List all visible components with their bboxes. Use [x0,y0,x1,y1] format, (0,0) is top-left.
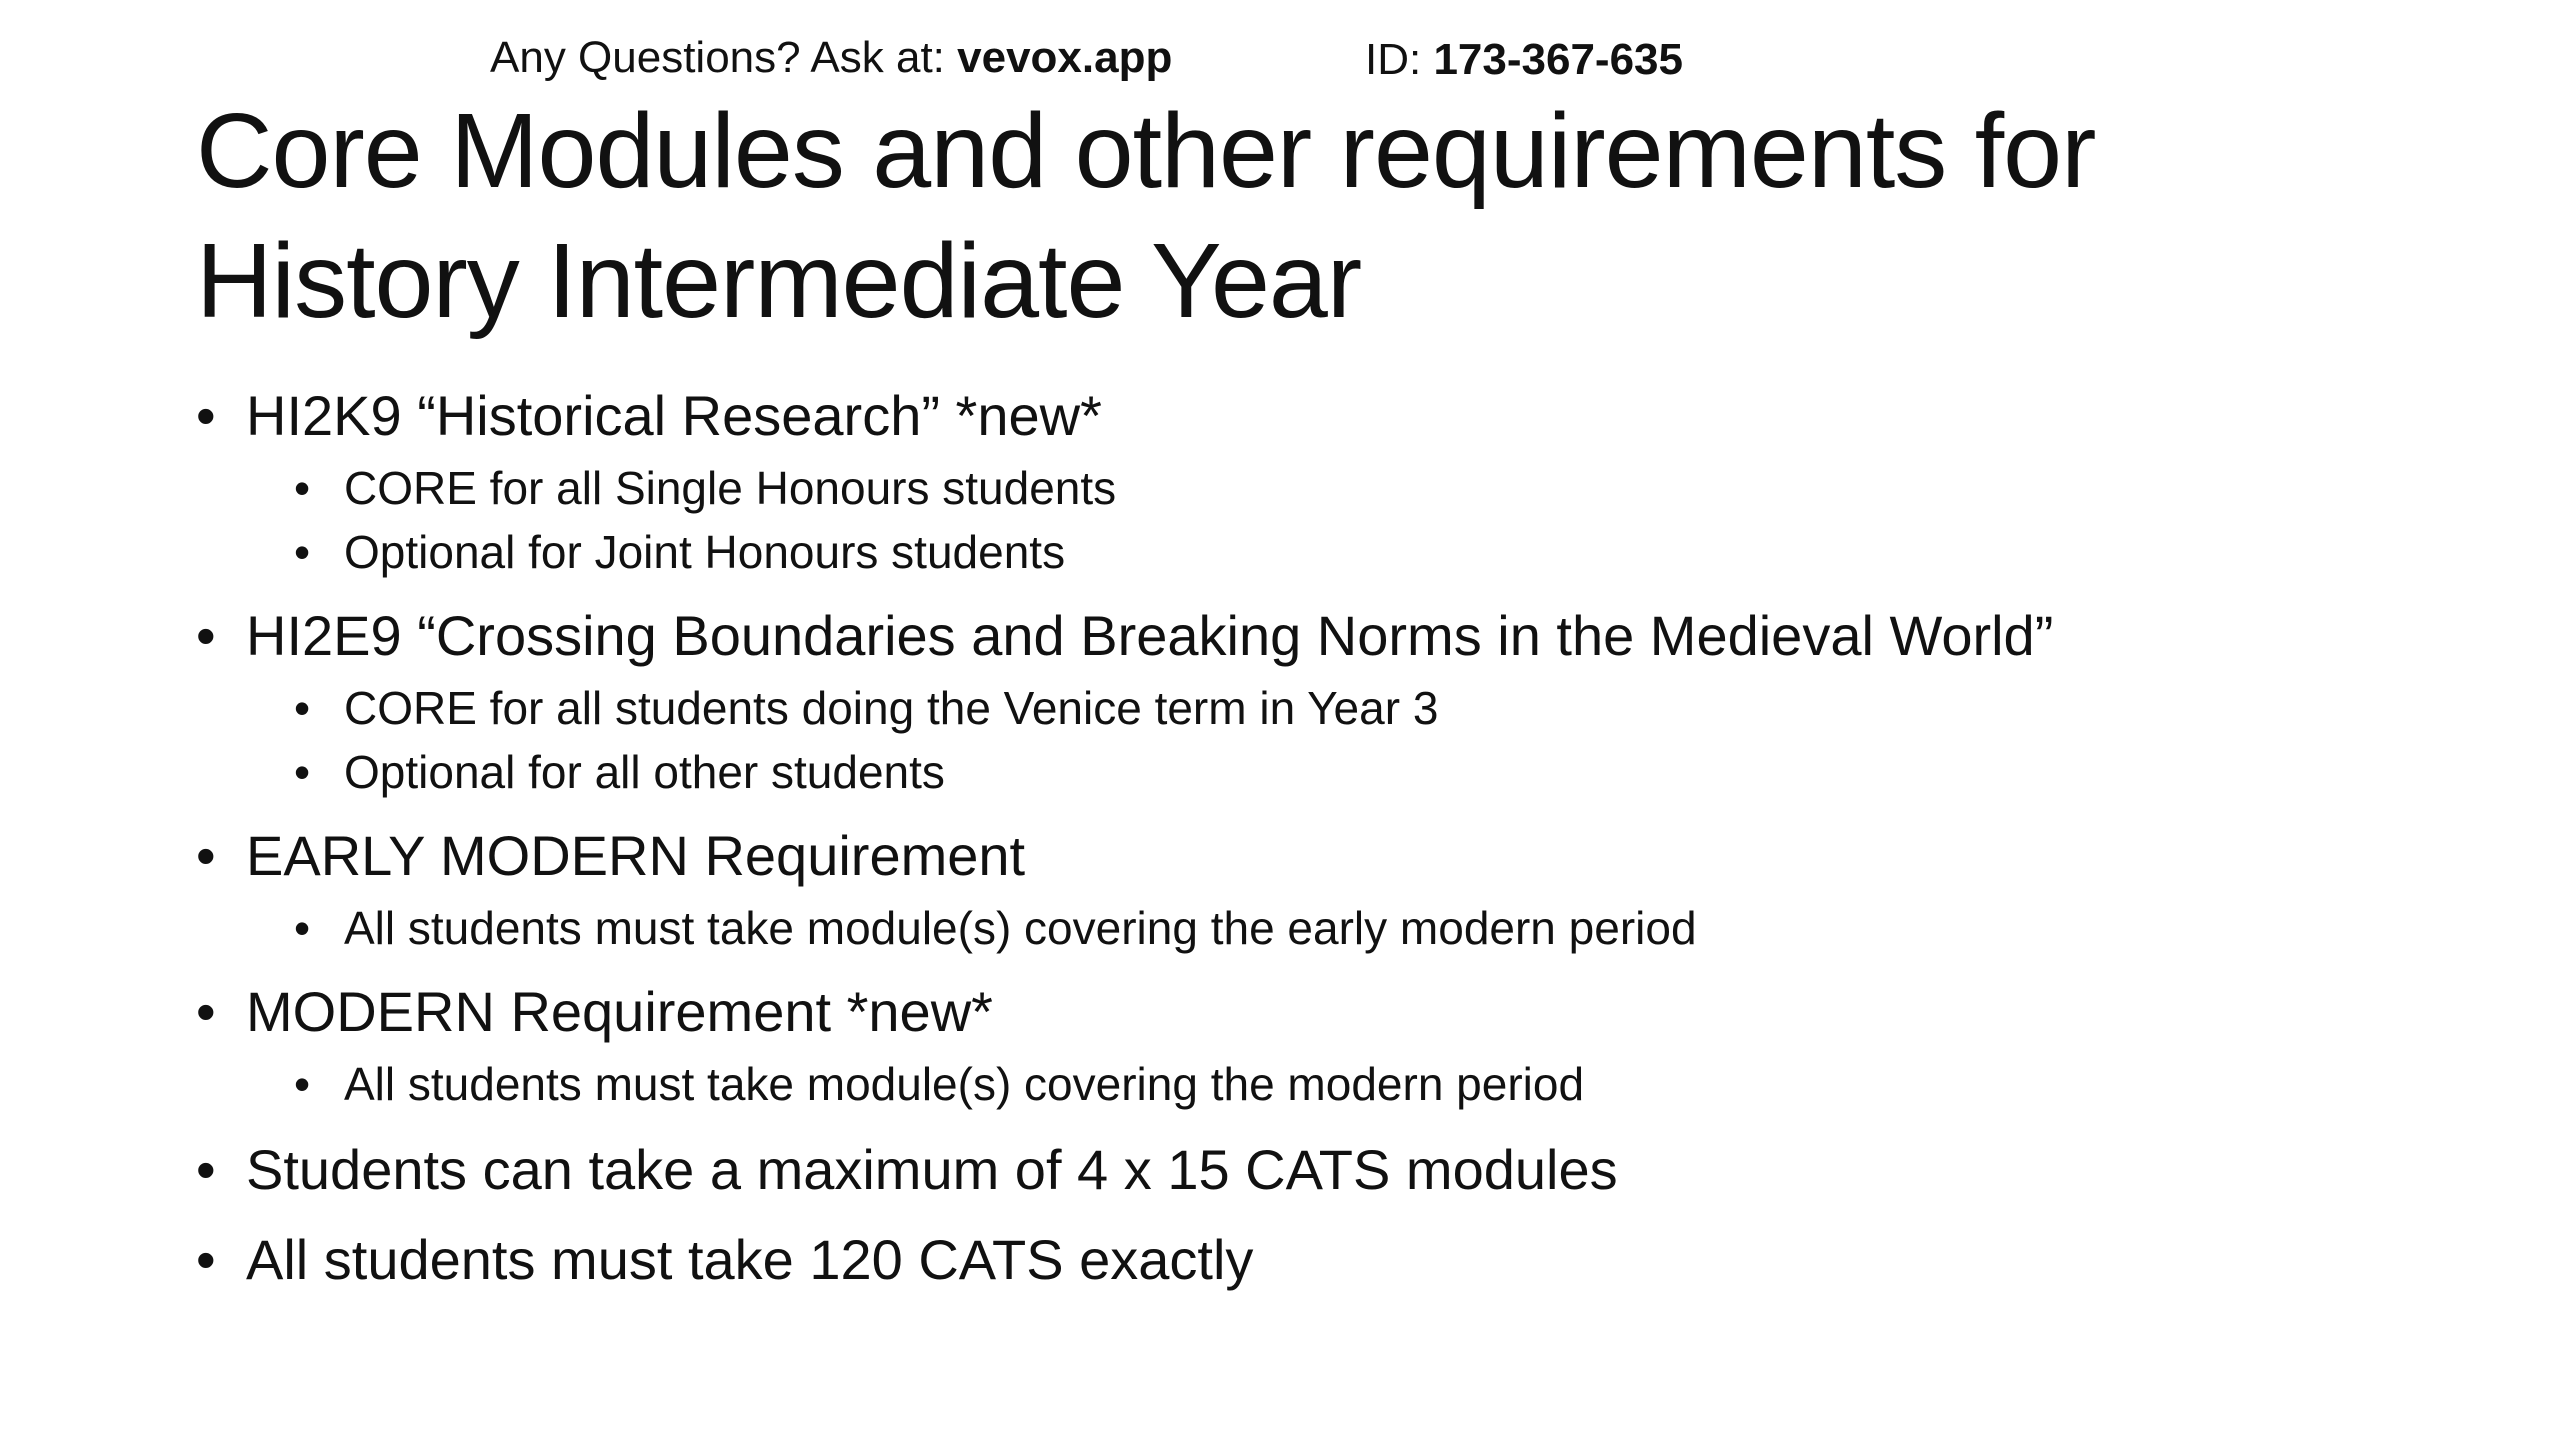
list-item-text: HI2E9 “Crossing Boundaries and Breaking Norms in the Medieval World” [246,604,2054,667]
sub-bullet: • [294,462,311,514]
list-item-modern [196,976,2496,1116]
vevox-site-link[interactable]: vevox.app [957,33,1173,82]
bullet: • [196,604,216,667]
bullet: • [196,824,216,887]
list-item-text: EARLY MODERN Requirement [246,824,1026,887]
sub-bullet: • [294,746,311,798]
list-item-max-cats [196,1134,2496,1206]
list-item-text: HI2K9 “Historical Research” *new* [246,384,1102,447]
sub-item [294,740,2496,804]
sub-list [246,896,2496,960]
slide-title: Core Modules and other requirements for History Intermediate Year [196,92,2096,340]
sub-bullet: • [294,902,311,954]
sub-item-text: All students must take module(s) covering the early modern period [344,902,1697,954]
sub-item-text: CORE for all Single Honours students [344,462,1117,514]
sub-bullet: • [294,526,311,578]
sub-item-text: Optional for all other students [344,746,945,798]
vevox-banner [490,30,1683,86]
bullet: • [196,384,216,447]
sub-item [294,676,2496,740]
sub-list [246,1052,2496,1116]
list-item-text: Students can take a maximum of 4 x 15 CATS modules [246,1138,1618,1201]
sub-item [294,1052,2496,1116]
sub-bullet: • [294,1058,311,1110]
bullet: • [196,980,216,1043]
sub-item-text: Optional for Joint Honours students [344,526,1066,578]
session-id [1365,32,1683,88]
sub-item-text: CORE for all students doing the Venice term in Year 3 [344,682,1439,734]
list-item-hi2k9 [196,380,2496,584]
list-item-hi2e9 [196,600,2496,804]
ask-question-text [490,30,1172,86]
sub-item [294,456,2496,520]
session-id-value: 173-367-635 [1433,35,1683,84]
sub-list [246,456,2496,584]
bullet: • [196,1228,216,1291]
session-id-prefix: ID: [1365,35,1434,84]
bullet: • [196,1138,216,1201]
list-item-total-cats [196,1224,2496,1296]
requirements-list [196,380,2496,1296]
ask-prefix: Any Questions? Ask at: [490,33,958,82]
list-item-early-modern [196,820,2496,960]
sub-item [294,896,2496,960]
list-item-text: All students must take 120 CATS exactly [246,1228,1254,1291]
sub-item-text: All students must take module(s) covering the modern period [344,1058,1585,1110]
sub-item [294,520,2496,584]
sub-list [246,676,2496,804]
list-item-text: MODERN Requirement *new* [246,980,993,1043]
sub-bullet: • [294,682,311,734]
